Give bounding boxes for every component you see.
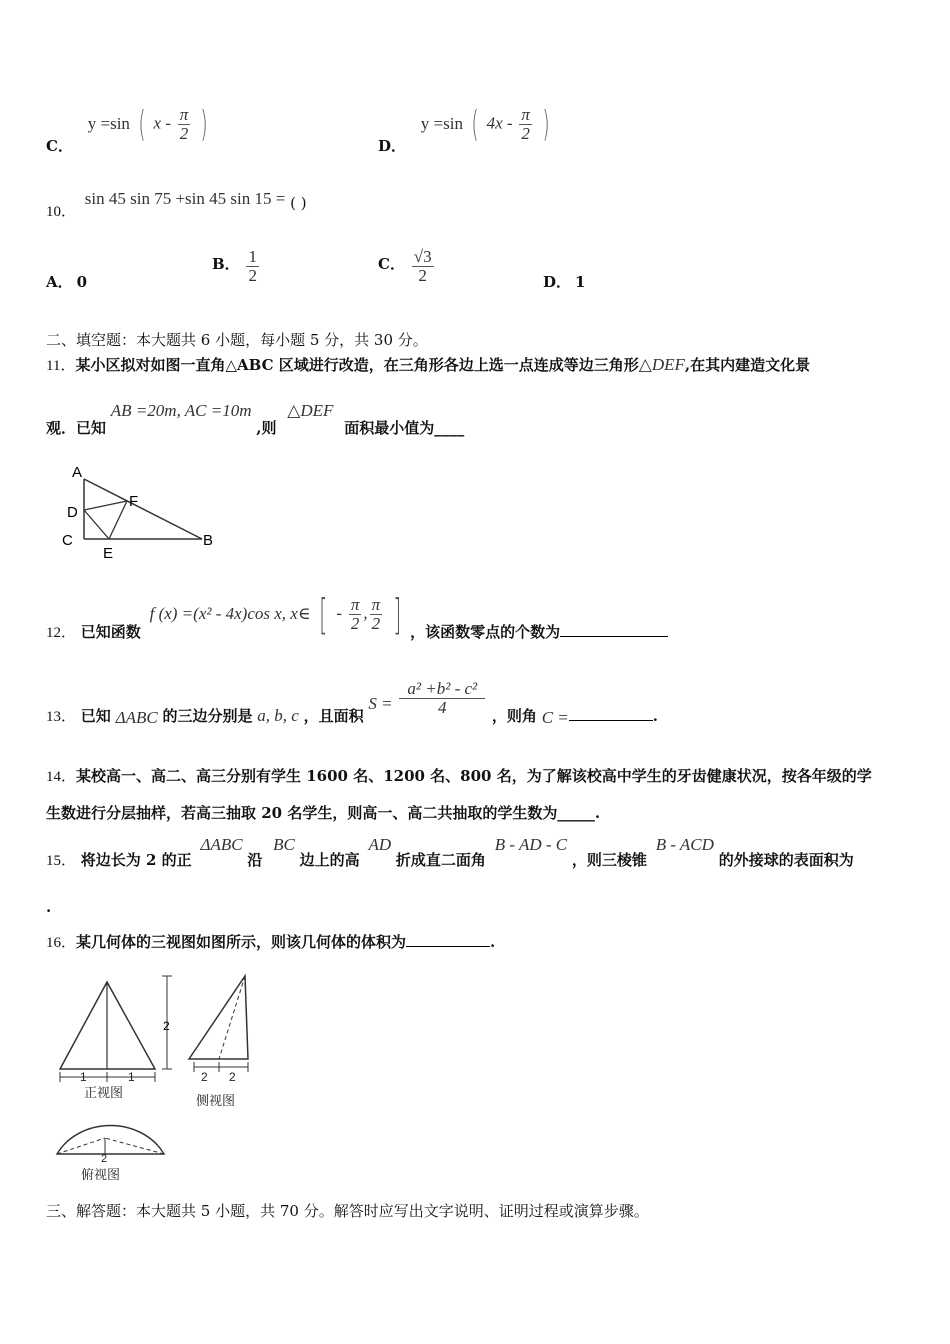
q16-end: . bbox=[490, 933, 496, 951]
math-function: f (x) =(x² - 4x)cos x, x∈ bbox=[149, 603, 311, 623]
label-b: B bbox=[203, 532, 214, 549]
math-inner: 4x - bbox=[486, 113, 513, 133]
math-dihedral: B - AD - C bbox=[494, 835, 568, 854]
q11-text: ,则 bbox=[256, 419, 277, 437]
section-3-heading: 三、解答题：本大题共 5 小题，共 70 分。解答时应写出文字说明、证明过程或演算步骤。 bbox=[46, 1202, 649, 1220]
side-ef bbox=[109, 501, 127, 539]
denominator: 2 bbox=[248, 266, 257, 285]
question-number: 12． bbox=[46, 624, 77, 641]
top-view-hidden-edge bbox=[105, 1138, 164, 1154]
side-view-label: 侧视图 bbox=[196, 1093, 236, 1108]
question-number: 11． bbox=[46, 358, 76, 374]
option-value: 0 bbox=[76, 273, 88, 291]
denominator: 2 bbox=[521, 124, 530, 143]
right-bracket: ] bbox=[393, 589, 402, 639]
label-e: E bbox=[103, 545, 114, 562]
answer-blank bbox=[406, 932, 490, 947]
numerator: π bbox=[179, 105, 189, 124]
fraction bbox=[349, 596, 362, 633]
right-paren: ) bbox=[542, 103, 550, 145]
math-inner: x - bbox=[153, 113, 171, 133]
option-label: C． bbox=[378, 254, 405, 273]
q10-stem bbox=[46, 188, 307, 220]
fraction bbox=[412, 248, 434, 285]
q11-text-end: ,在其内建造文化景 bbox=[684, 356, 811, 374]
q13-text: ，则角 bbox=[491, 706, 537, 725]
math-s: S = bbox=[368, 693, 393, 713]
label-a: A bbox=[72, 464, 83, 481]
denominator: 2 bbox=[371, 614, 381, 633]
q14-line2: 生数进行分层抽样，若高三抽取 20 名学生，则高一、高二共抽取的学生数为_____. bbox=[46, 804, 601, 822]
fraction bbox=[399, 680, 485, 717]
q14-line1 bbox=[46, 765, 872, 786]
q15-text: 的外接球的表面积为 bbox=[718, 851, 854, 869]
numerator: 1 bbox=[248, 247, 257, 266]
math-expr: sin 45 sin 75 +sin 45 sin 15 = bbox=[84, 189, 286, 208]
fraction bbox=[519, 106, 532, 143]
math-bc: BC bbox=[273, 835, 295, 854]
q11-text: 某小区拟对如图一直角△ABC 区域进行改造，在三角形各边上选一点连成等边三角形 bbox=[75, 356, 639, 374]
numerator: π bbox=[350, 595, 360, 614]
label-f: F bbox=[129, 493, 139, 510]
side-view-hidden-edge bbox=[219, 976, 245, 1059]
q12-text-end: ，该函数零点的个数为 bbox=[410, 622, 561, 641]
fraction bbox=[370, 596, 383, 633]
q15 bbox=[46, 834, 854, 869]
side-de bbox=[84, 510, 109, 539]
dim-side-2a: 2 bbox=[201, 1070, 208, 1084]
label-c: C bbox=[62, 532, 73, 549]
question-number: 10． bbox=[46, 204, 77, 220]
q16-text: 某几何体的三视图如图所示，则该几何体的体积为 bbox=[76, 933, 407, 951]
q10-option-c bbox=[378, 248, 436, 285]
q16 bbox=[46, 931, 495, 952]
fraction bbox=[246, 248, 259, 285]
denominator: 2 bbox=[350, 614, 360, 633]
left-paren: ( bbox=[138, 103, 146, 145]
option-label: B． bbox=[212, 254, 240, 273]
q13 bbox=[46, 679, 658, 727]
q10-option-a bbox=[46, 271, 87, 292]
answer-bracket: ( ) bbox=[290, 194, 307, 212]
q15-text: 将边长为 2 的正 bbox=[80, 851, 192, 869]
q15-text: 边上的高 bbox=[299, 851, 360, 869]
question-number: 14． bbox=[46, 769, 77, 785]
denominator: 2 bbox=[418, 266, 427, 285]
q15-text: 沿 bbox=[247, 851, 263, 869]
option-label: D． bbox=[543, 273, 572, 291]
fraction bbox=[178, 106, 191, 143]
top-view-hidden-edge bbox=[57, 1138, 105, 1154]
q11-line2 bbox=[46, 400, 465, 437]
math-ad: AD bbox=[368, 835, 392, 854]
q12: 12． 已知函数 f (x) =(x² - 4x)cos x, x∈ [ - $\frac{\pi}{2}$ , $\frac{\pi}{2}$ ] ，该函数零点的个数为 bbox=[46, 596, 668, 633]
top-view-label: 俯视图 bbox=[81, 1167, 121, 1182]
dim-1-left: 1 bbox=[80, 1070, 87, 1084]
q11-triangle-figure bbox=[62, 460, 222, 565]
dim-1-right: 1 bbox=[128, 1070, 135, 1084]
math-triangle: ΔABC bbox=[115, 707, 158, 727]
math-minus: - bbox=[336, 603, 343, 623]
question-number: 15． bbox=[46, 853, 77, 869]
q13-end: . bbox=[652, 706, 658, 725]
front-view-label: 正视图 bbox=[84, 1085, 124, 1100]
math-sides: a, b, c bbox=[257, 705, 299, 725]
numerator: π bbox=[521, 105, 530, 124]
q15-text: 折成直二面角 bbox=[395, 851, 486, 869]
q10-option-d bbox=[543, 271, 585, 292]
dim-top-2: 2 bbox=[101, 1153, 108, 1165]
q11-line1 bbox=[46, 354, 810, 375]
question-number: 16． bbox=[46, 935, 77, 951]
left-paren: ( bbox=[471, 103, 479, 145]
numerator: π bbox=[371, 595, 381, 614]
left-bracket: [ bbox=[319, 589, 328, 639]
denominator: 2 bbox=[179, 124, 189, 143]
q11-text-end: 面积最小值为____ bbox=[344, 419, 465, 437]
math-triangle: △DEF bbox=[287, 401, 334, 420]
option-value: 1 bbox=[575, 273, 586, 291]
dim-side-2b: 2 bbox=[229, 1070, 236, 1084]
q16-three-views-figure bbox=[44, 962, 264, 1187]
math-c: C = bbox=[541, 707, 569, 727]
answer-blank bbox=[560, 622, 668, 637]
q14-text: 某校高一、高二、高三分别有学生 1600 名、1200 名、800 名，为了解该校高中学生的牙齿健康状况，按各年级的学 bbox=[76, 767, 872, 785]
q9-option-c bbox=[46, 103, 211, 155]
question-number: 13． bbox=[46, 708, 77, 725]
numerator: a² +b² - c² bbox=[399, 680, 485, 699]
option-label: A． bbox=[46, 273, 73, 291]
math-given: AB =20m, AC =10m bbox=[110, 401, 252, 420]
section-2-heading: 二、填空题：本大题共 6 小题，每小题 5 分，共 30 分。 bbox=[46, 331, 428, 349]
label-d: D bbox=[67, 504, 78, 521]
q15-text: ，则三棱锥 bbox=[571, 851, 647, 869]
right-paren: ) bbox=[200, 103, 208, 145]
math-expr: y =sin bbox=[87, 113, 130, 133]
q15-end: . bbox=[46, 898, 52, 916]
side-df bbox=[84, 501, 127, 510]
math-triangle: ΔABC bbox=[200, 835, 243, 854]
numerator: √3 bbox=[413, 247, 432, 266]
q9-option-d bbox=[378, 103, 553, 155]
dim-height-2: 2 bbox=[163, 1019, 170, 1033]
q13-text: ，且面积 bbox=[303, 706, 364, 725]
math-triangle: △DEF bbox=[638, 355, 685, 374]
q13-text: 已知 bbox=[80, 706, 111, 725]
math-expr: y =sin bbox=[420, 113, 463, 133]
q10-option-b bbox=[212, 248, 261, 285]
math-pyramid: B - ACD bbox=[655, 835, 714, 854]
option-label: C． bbox=[46, 136, 73, 155]
denominator: 4 bbox=[438, 698, 447, 717]
q13-text: 的三边分别是 bbox=[162, 706, 253, 725]
q12-text: 已知函数 bbox=[80, 622, 141, 641]
answer-blank bbox=[569, 706, 653, 721]
side-view-triangle bbox=[189, 976, 248, 1059]
q11-text: 观．已知 bbox=[46, 419, 107, 437]
option-label: D． bbox=[378, 136, 407, 155]
